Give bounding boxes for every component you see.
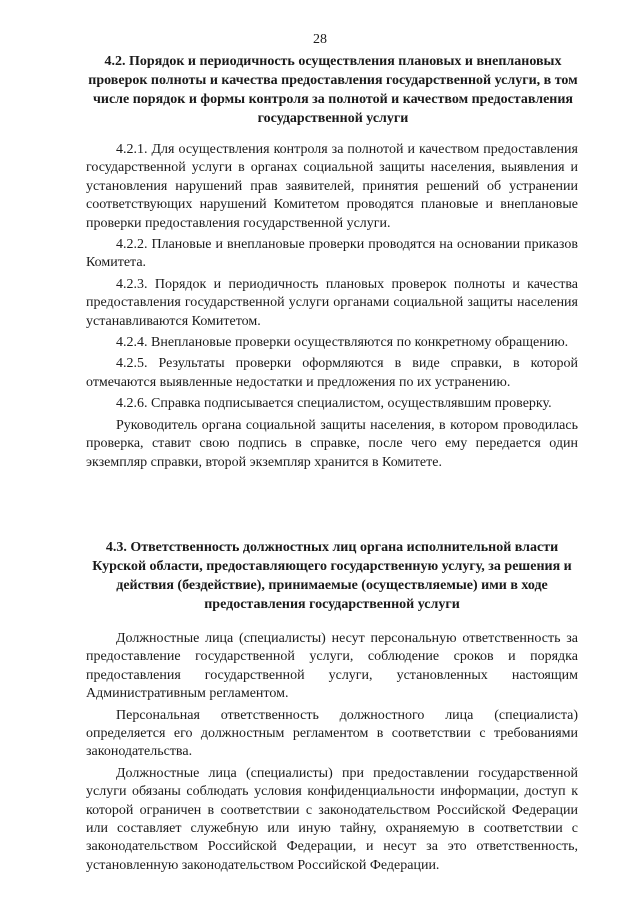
page-number: 28	[313, 32, 327, 47]
paragraph-4-2-4: 4.2.4. Внеплановые проверки осуществляются по конкретному обращению.	[116, 335, 569, 351]
paragraph-4-2-3: 4.2.3. Порядок и периодичность плановых проверок полноты и качества предоставления государственной услуги органами социальной защиты населения устанавливаются Комитетом.	[86, 276, 578, 329]
section-4-2-heading: 4.2. Порядок и периодичность осуществления плановых и внеплановых проверок полноты и качества предоставления государственной услуги, в том числе порядок и формы контроля за полнотой и качеством предоставления государственной услуги	[88, 54, 578, 126]
paragraph-4-2-1: 4.2.1. Для осуществления контроля за полнотой и качеством предоставления государственной услуги в органах социальной защиты населения, выявления и установления нарушений прав заявителей, принятия решений об устранении соответствующих нарушений Комитетом проводятся плановые и внеплановые проверки предоставления государственной услуги.	[86, 142, 578, 231]
paragraph-4-3-personal: Персональная ответственность должностного лица (специалиста) определяется его должностным регламентом в соответствии с требованиями законодательства.	[86, 707, 578, 760]
paragraph-4-2-2: 4.2.2. Плановые и внеплановые проверки проводятся на основании приказов Комитета.	[86, 237, 578, 271]
section-4-2-body	[86, 141, 578, 475]
paragraph-4-2-6: 4.2.6. Справка подписывается специалистом, осуществлявшим проверку.	[116, 396, 552, 412]
paragraph-4-3-confidentiality: Должностные лица (специалисты) при предоставлении государственной услуги обязаны соблюдать условия конфиденциальности информации, доступ к которой ограничен в соответствии с законодательством Российской Федерации или составляет служебную или иную тайну, охраняемую в соответствии с законодательством Российской Федерации, и несут за это ответственность, установленную законодательством Российской Федерации.	[86, 765, 578, 873]
paragraph-4-2-supervisor: Руководитель органа социальной защиты населения, в котором проводилась проверка, ставит свою подпись в справке, после чего ему передается один экземпляр справки, второй экземпляр хранится в Комитете.	[86, 417, 578, 470]
paragraph-4-3-responsibility: Должностные лица (специалисты) несут персональную ответственность за предоставление государственной услуги, соблюдение сроков и порядка предоставления государственной услуги, установленных настоящим Административным регламентом.	[86, 631, 578, 702]
paragraph-4-2-5: 4.2.5. Результаты проверки оформляются в виде справки, в которой отмечаются выявленные недостатки и предложения по их устранению.	[86, 356, 578, 390]
section-4-3-heading: 4.3. Ответственность должностных лиц органа исполнительной власти Курской области, предоставляющего государственную услугу, за решения и действия (бездействие), принимаемые (осуществляемые) ими в ходе предоставления государственной услуги	[92, 540, 572, 612]
section-4-3-body	[86, 630, 578, 878]
